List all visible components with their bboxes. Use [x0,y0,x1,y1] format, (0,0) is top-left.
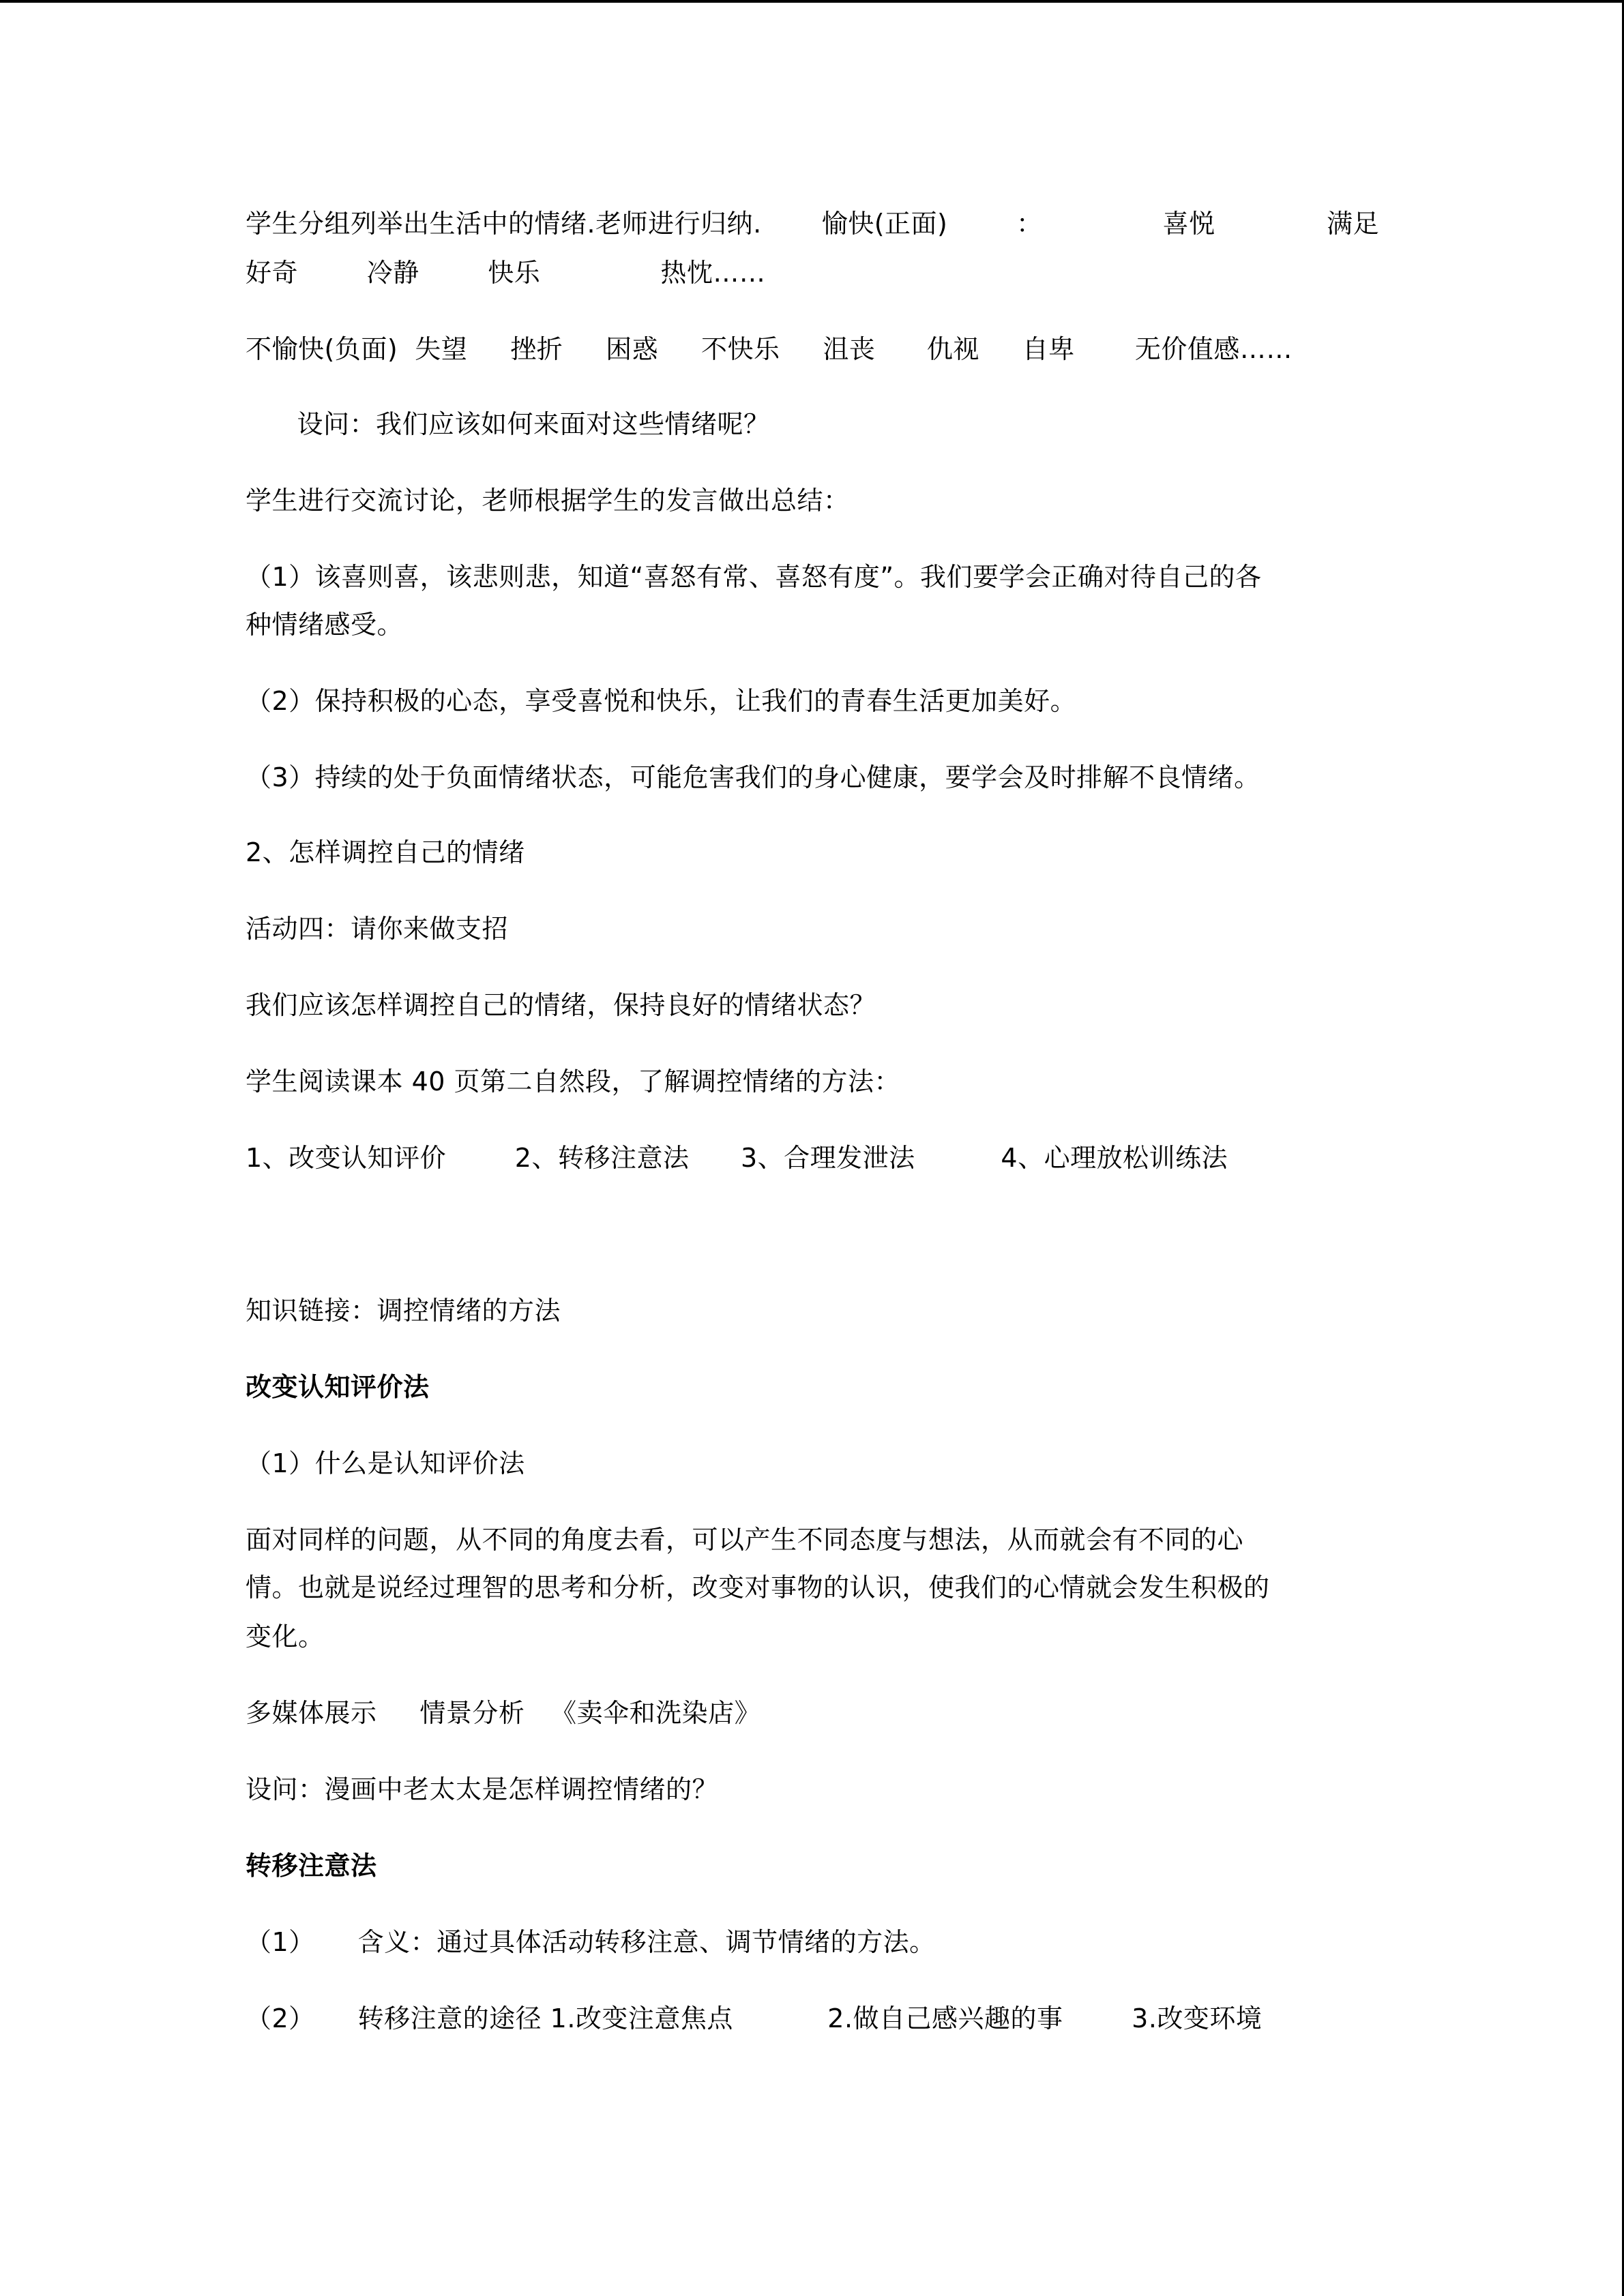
text-line: （1） 含义：通过具体活动转移注意、调节情绪的方法。 [246,1927,936,1957]
text-line: 活动四：请你来做支招 [246,914,509,944]
text-line: 知识链接：调控情绪的方法 [246,1296,561,1326]
text-line: （1）该喜则喜，该悲则悲，知道“喜怒有常、喜怒有度”。我们要学会正确对待自己的各 [246,562,1262,592]
section-heading: 2、怎样调控自己的情绪 [246,837,525,867]
text-line: 面对同样的问题，从不同的角度去看，可以产生不同态度与想法，从而就会有不同的心 [246,1525,1244,1555]
text-line: 学生进行交流讨论，老师根据学生的发言做出总结： [246,486,850,516]
text-line: 变化。 [246,1622,325,1652]
methods-list: 1、改变认知评价 2、转移注意法 3、合理发泄法 4、心理放松训练法 [246,1143,1228,1173]
text-line: （1）什么是认知评价法 [246,1448,525,1478]
text-line: 种情绪感受。 [246,610,404,640]
text-line: 好奇 冷静 快乐 热忱…… [246,258,766,288]
text-line: （3）持续的处于负面情绪状态，可能危害我们的身心健康，要学会及时排解不良情绪。 [246,762,1260,792]
bold-heading: 改变认知评价法 [246,1372,430,1402]
bold-heading: 转移注意法 [246,1851,377,1881]
text-line: 学生分组列举出生活中的情绪.老师进行归纳. 愉快(正面) ： 喜悦 满足 [246,209,1380,239]
text-line: 我们应该怎样调控自己的情绪，保持良好的情绪状态？ [246,990,876,1020]
text-line: 不愉快(负面) 失望 挫折 困惑 不快乐 沮丧 仇视 自卑 无价值感…… [246,334,1293,364]
text-line: 情。也就是说经过理智的思考和分析，改变对事物的认识，使我们的心情就会发生积极的 [246,1572,1270,1602]
text-line: 多媒体展示 情景分析 《卖伞和洗染店》 [246,1698,761,1728]
text-line: （2）保持积极的心态，享受喜悦和快乐，让我们的青春生活更加美好。 [246,686,1077,716]
text-line: 学生阅读课本 40 页第二自然段，了解调控情绪的方法： [246,1067,901,1097]
text-line: 设问：我们应该如何来面对这些情绪呢？ [246,409,770,439]
text-line: 设问：漫画中老太太是怎样调控情绪的？ [246,1774,719,1804]
text-line: （2） 转移注意的途径 1.改变注意焦点 2.做自己感兴趣的事 3.改变环境 [246,2003,1263,2033]
